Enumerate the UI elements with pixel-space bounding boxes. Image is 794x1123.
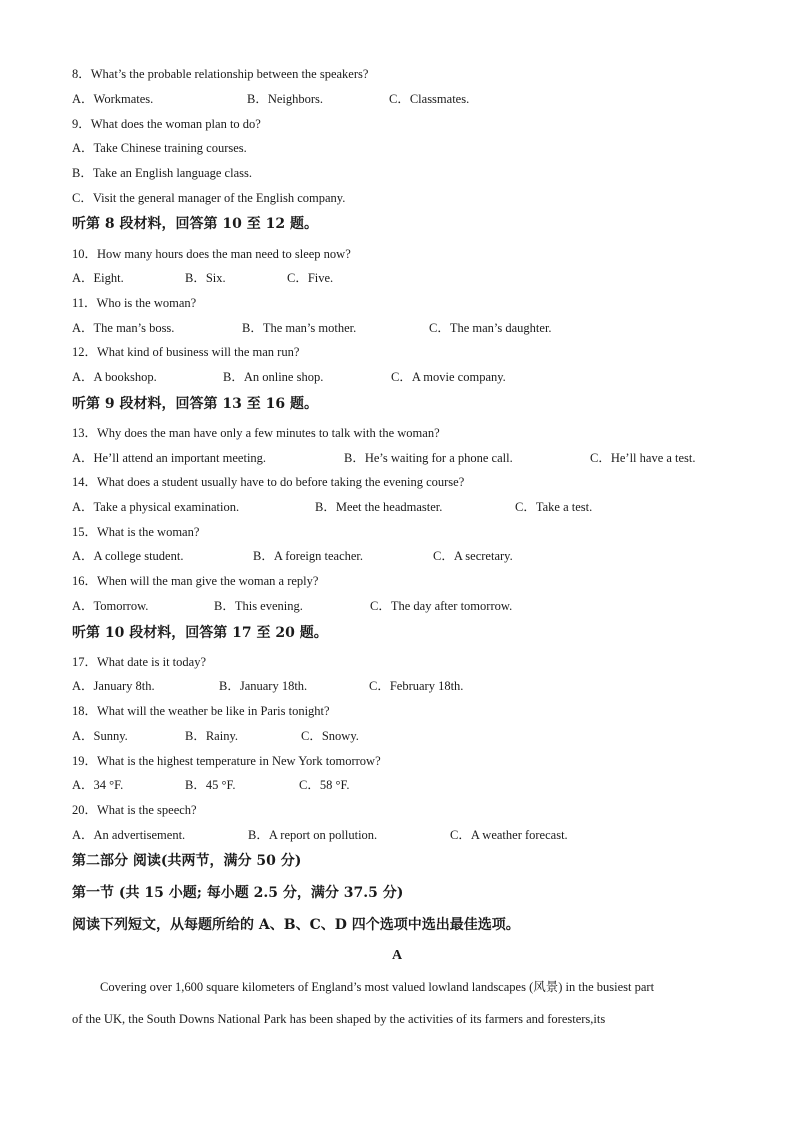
option-c: C．58 °F. [299, 778, 350, 792]
option-c: C．Visit the general manager of the English company. [72, 191, 346, 205]
option-c: C．A weather forecast. [450, 828, 568, 842]
option-a: A．A college student. [72, 549, 184, 563]
part-2-heading: 第二部分 阅读(共两节，满分 50 分) [72, 853, 302, 869]
question-11: 11．Who is the woman? [72, 296, 197, 310]
option-b: B．He’s waiting for a phone call. [344, 451, 513, 465]
option-a: A．Take a physical examination. [72, 500, 240, 514]
option-c: C．He’ll have a test. [590, 451, 696, 465]
option-c: C．Classmates. [389, 92, 470, 106]
option-b: B．45 °F. [185, 778, 236, 792]
section-heading-10: 听第 10 段材料，回答第 17 至 20 题。 [72, 625, 328, 641]
option-a: A．Sunny. [72, 729, 128, 743]
option-b: B．A foreign teacher. [253, 549, 364, 563]
question-13: 13．Why does the man have only a few minutes to talk with the woman? [72, 426, 440, 440]
option-c: C．Five. [287, 271, 334, 285]
option-a: A．The man’s boss. [72, 321, 175, 335]
option-b: B．Meet the headmaster. [315, 500, 443, 514]
option-b: B．A report on pollution. [248, 828, 378, 842]
section-heading-8: 听第 8 段材料，回答第 10 至 12 题。 [72, 216, 318, 232]
option-b: B．Rainy. [185, 729, 239, 743]
option-b: B．Six. [185, 271, 226, 285]
option-c: C．The man’s daughter. [429, 321, 552, 335]
option-a: A．January 8th. [72, 679, 155, 693]
option-b: B．Take an English language class. [72, 166, 252, 180]
option-b: B．An online shop. [223, 370, 324, 384]
option-c: C．February 18th. [369, 679, 464, 693]
option-c: C．The day after tomorrow. [370, 599, 513, 613]
section-heading-9: 听第 9 段材料，回答第 13 至 16 题。 [72, 396, 318, 412]
option-b: B．This evening. [214, 599, 303, 613]
question-9: 9．What does the woman plan to do? [72, 117, 261, 131]
option-a: A．34 °F. [72, 778, 124, 792]
question-16: 16．When will the man give the woman a reply? [72, 574, 319, 588]
question-10: 10．How many hours does the man need to sleep now? [72, 247, 351, 261]
option-a: A．Take Chinese training courses. [72, 141, 247, 155]
option-c: C．Take a test. [515, 500, 593, 514]
question-15: 15．What is the woman? [72, 525, 200, 539]
question-18: 18．What will the weather be like in Paris tonight? [72, 704, 330, 718]
question-19: 19．What is the highest temperature in New York tomorrow? [72, 754, 381, 768]
question-17: 17．What date is it today? [72, 655, 206, 669]
question-20: 20．What is the speech? [72, 803, 197, 817]
option-a: A．A bookshop. [72, 370, 157, 384]
option-c: C．A secretary. [433, 549, 513, 563]
passage-title: A [391, 948, 403, 963]
question-12: 12．What kind of business will the man run? [72, 345, 300, 359]
section-1-heading: 第一节 (共 15 小题; 每小题 2.5 分，满分 37.5 分) [72, 885, 404, 901]
option-a: A．An advertisement. [72, 828, 186, 842]
option-c: C．Snowy. [301, 729, 359, 743]
option-a: A．Workmates. [72, 92, 154, 106]
reading-instruction: 阅读下列短文，从每题所给的 A、B、C、D 四个选项中选出最佳选项。 [72, 917, 520, 933]
question-14: 14．What does a student usually have to do before taking the evening course? [72, 475, 465, 489]
option-a: A．Tomorrow. [72, 599, 149, 613]
passage-line-1: Covering over 1,600 square kilometers of England’s most valued lowland landscapes (风景) in the busiest part [100, 980, 655, 994]
option-a: A．Eight. [72, 271, 124, 285]
option-b: B．January 18th. [219, 679, 308, 693]
question-8: 8．What’s the probable relationship between the speakers? [72, 67, 369, 81]
option-b: B．Neighbors. [247, 92, 324, 106]
passage-line-2: of the UK, the South Downs National Park has been shaped by the activities of its farmers and foresters,its [72, 1012, 606, 1026]
option-c: C．A movie company. [391, 370, 506, 384]
option-a: A．He’ll attend an important meeting. [72, 451, 267, 465]
option-b: B．The man’s mother. [242, 321, 357, 335]
